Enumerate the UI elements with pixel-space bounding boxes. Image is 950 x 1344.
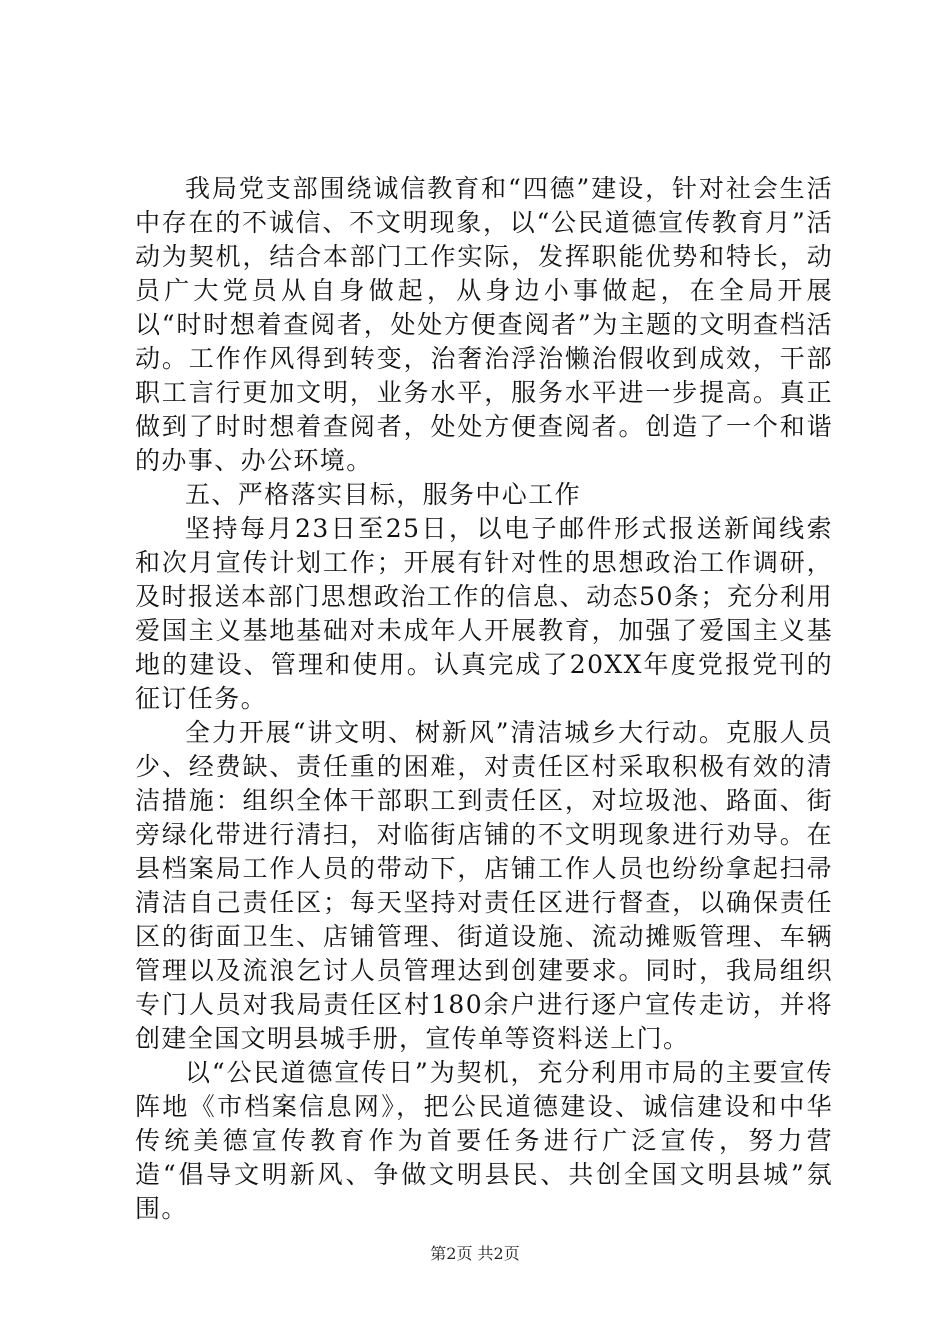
paragraph-integrity-campaign: 我局党支部围绕诚信教育和“四德”建设，针对社会生活中存在的不诚信、不文明现象，以“公民道德宣传教育月”活动为契机，结合本部门工作实际，发挥职能优势和特长，动员广大党员从自身做起，从身边小事做起，在全局开展以“时时想着查阅者，处处方便查阅者”为主题的文明查档活动。工作作风得到转变，治奢治浮治懒治假收到成效，干部职工言行更加文明，业务水平，服务水平进一步提高。真正做到了时时想着查阅者，处处方便查阅者。创造了一个和谐的办事、办公环境。: [135, 174, 833, 475]
paragraph-morality-day: 以“公民道德宣传日”为契机，充分利用市局的主要宣传阵地《市档案信息网》，把公民道德建设、诚信建设和中华传统美德宣传教育作为首要任务进行广泛宣传，努力营造“倡导文明新风、争做文明县民、共创全国文明县城”氛围。: [135, 1058, 833, 1223]
page-number-footer: 第2页 共2页: [430, 1244, 520, 1263]
document-body: [135, 172, 833, 1226]
section-heading-five: 五、严格落实目标，服务中心工作: [185, 480, 582, 509]
paragraph-news-reporting: 坚持每月23日至25日，以电子邮件形式报送新闻线索和次月宣传计划工作；开展有针对性的思想政治工作调研，及时报送本部门思想政治工作的信息、动态50条；充分利用爱国主义基地基础对未成年人开展教育，加强了爱国主义基地的建设、管理和使用。认真完成了20XX年度党报党刊的征订任务。: [135, 514, 833, 713]
paragraph-cleaning-campaign: 全力开展“讲文明、树新风”清洁城乡大行动。克服人员少、经费缺、责任重的困难，对责任区村采取积极有效的清洁措施：组织全体干部职工到责任区，对垃圾池、路面、街旁绿化带进行清扫，对临街店铺的不文明现象进行劝导。在县档案局工作人员的带动下，店铺工作人员也纷纷拿起扫帚清洁自己责任区；每天坚持对责任区进行督查，以确保责任区的街面卫生、店铺管理、街道设施、流动摊贩管理、车辆管理以及流浪乞讨人员管理达到创建要求。同时，我局组织专门人员对我局责任区村180余户进行逐户宣传走访，并将创建全国文明县城手册，宣传单等资料送上门。: [135, 718, 833, 1053]
